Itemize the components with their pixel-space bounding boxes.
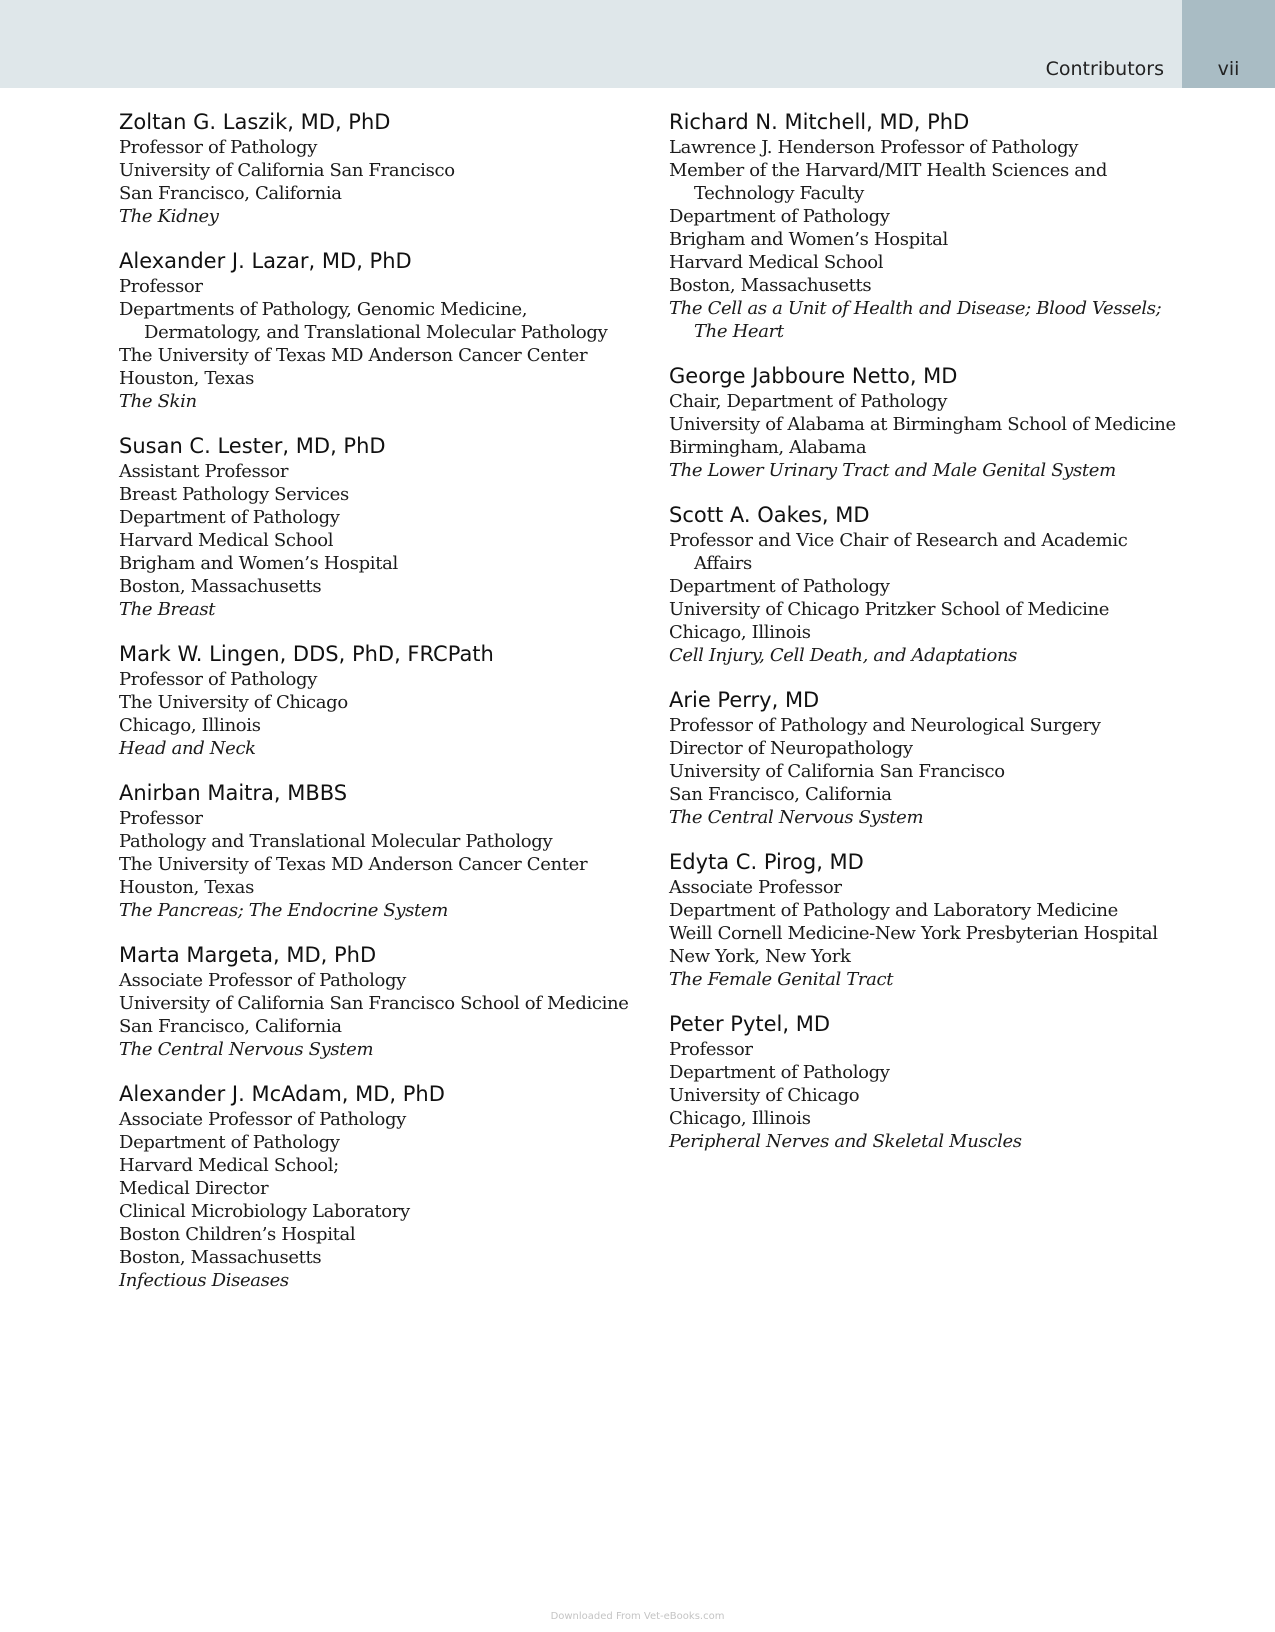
contributor-affiliation-line: Boston, Massachusetts	[119, 576, 322, 597]
contributor-entry	[669, 362, 1179, 482]
contributor-name: Alexander J. McAdam, MD, PhD	[119, 1082, 445, 1106]
contributor-name: Marta Margeta, MD, PhD	[119, 943, 377, 967]
contributor-name: Susan C. Lester, MD, PhD	[119, 434, 386, 458]
contributor-affiliation-line: Professor	[669, 1039, 753, 1060]
contributor-entry	[669, 848, 1179, 991]
contributor-chapter: Head and Neck	[119, 738, 256, 759]
contributor-affiliation-line: University of California San Francisco	[669, 761, 1005, 782]
contributor-chapter: Cell Injury, Cell Death, and Adaptations	[669, 645, 1018, 666]
page-number: vii	[1217, 58, 1240, 80]
contributor-affiliation-line: Departments of Pathology, Genomic Medicine, Dermatology, and Translational Molecular Pathology	[119, 299, 608, 343]
contributor-affiliation-line: New York, New York	[669, 946, 851, 967]
contributor-affiliation-line: Breast Pathology Services	[119, 484, 349, 505]
running-head-section: Contributors	[1045, 58, 1164, 80]
contributor-affiliation-line: Member of the Harvard/MIT Health Sciences and Technology Faculty	[669, 160, 1108, 204]
header-band	[0, 0, 1182, 88]
contributor-affiliation-line: Professor of Pathology and Neurological Surgery	[669, 715, 1101, 736]
contributor-affiliation-line: Department of Pathology	[669, 206, 890, 227]
contributor-name: Arie Perry, MD	[669, 688, 820, 712]
contributor-affiliation-line: Boston Children’s Hospital	[119, 1224, 356, 1245]
contributor-affiliation-line: Houston, Texas	[119, 877, 254, 898]
contributor-entry	[119, 108, 639, 228]
contributor-entry	[119, 432, 639, 621]
contributor-affiliation-line: Brigham and Women’s Hospital	[119, 553, 398, 574]
contributor-affiliation-line: Department of Pathology	[119, 507, 340, 528]
contributor-affiliation-line: Department of Pathology and Laboratory Medicine	[669, 900, 1118, 921]
contributor-name: Scott A. Oakes, MD	[669, 503, 870, 527]
contributor-name: George Jabboure Netto, MD	[669, 364, 958, 388]
contributor-affiliation-line: The University of Chicago	[119, 692, 348, 713]
contributor-affiliation-line: Clinical Microbiology Laboratory	[119, 1201, 410, 1222]
contributor-affiliation-line: Department of Pathology	[669, 1062, 890, 1083]
contributor-affiliation-line: Pathology and Translational Molecular Pathology	[119, 831, 553, 852]
contributor-affiliation-line: San Francisco, California	[119, 1016, 342, 1037]
download-watermark: Downloaded From Vet-eBooks.com	[550, 1611, 725, 1622]
contributor-affiliation-line: Associate Professor of Pathology	[119, 970, 406, 991]
contributor-affiliation-line: Chair, Department of Pathology	[669, 391, 948, 412]
contributor-name: Edyta C. Pirog, MD	[669, 850, 864, 874]
contributor-affiliation-line: University of Chicago Pritzker School of Medicine	[669, 599, 1110, 620]
contributor-chapter: The Central Nervous System	[669, 807, 924, 828]
contributor-affiliation-line: Birmingham, Alabama	[669, 437, 867, 458]
contributor-affiliation-line: Harvard Medical School;	[119, 1155, 339, 1176]
contributor-affiliation-line: Professor	[119, 276, 203, 297]
contributor-affiliation-line: Boston, Massachusetts	[669, 275, 872, 296]
contributor-entry	[669, 501, 1179, 667]
contributors-left-column	[119, 108, 639, 1311]
contributor-entry	[119, 247, 639, 413]
contributor-chapter: The Central Nervous System	[119, 1039, 374, 1060]
contributor-name: Anirban Maitra, MBBS	[119, 781, 348, 805]
contributor-chapter: The Kidney	[119, 206, 219, 227]
contributor-entry	[119, 640, 639, 760]
contributor-affiliation-line: Professor	[119, 808, 203, 829]
contributor-affiliation-line: Professor and Vice Chair of Research and Academic Affairs	[669, 530, 1128, 574]
contributor-affiliation-line: Assistant Professor	[119, 461, 289, 482]
contributor-chapter: The Cell as a Unit of Health and Disease; Blood Vessels; The Heart	[669, 298, 1162, 342]
contributor-name: Alexander J. Lazar, MD, PhD	[119, 249, 412, 273]
contributor-chapter: The Lower Urinary Tract and Male Genital System	[669, 460, 1116, 481]
contributors-right-column	[669, 108, 1179, 1172]
contributor-affiliation-line: Chicago, Illinois	[669, 622, 811, 643]
contributor-chapter: The Female Genital Tract	[669, 969, 894, 990]
contributor-affiliation-line: Medical Director	[119, 1178, 269, 1199]
contributor-affiliation-line: Chicago, Illinois	[119, 715, 261, 736]
contributor-entry	[119, 1080, 639, 1292]
contributor-affiliation-line: Lawrence J. Henderson Professor of Pathology	[669, 137, 1079, 158]
contributor-affiliation-line: University of Chicago	[669, 1085, 860, 1106]
contributor-entry	[669, 1010, 1179, 1153]
contributor-chapter: The Pancreas; The Endocrine System	[119, 900, 448, 921]
contributor-affiliation-line: University of California San Francisco School of Medicine	[119, 993, 629, 1014]
contributor-chapter: Infectious Diseases	[119, 1270, 289, 1291]
contributor-chapter: The Skin	[119, 391, 197, 412]
contributor-affiliation-line: University of California San Francisco	[119, 160, 455, 181]
contributor-affiliation-line: Weill Cornell Medicine-New York Presbyterian Hospital	[669, 923, 1158, 944]
contributor-entry	[669, 108, 1179, 343]
contributor-affiliation-line: San Francisco, California	[669, 784, 892, 805]
contributor-affiliation-line: The University of Texas MD Anderson Cancer Center	[119, 345, 588, 366]
contributor-affiliation-line: Houston, Texas	[119, 368, 254, 389]
contributor-affiliation-line: Director of Neuropathology	[669, 738, 913, 759]
contributor-affiliation-line: Boston, Massachusetts	[119, 1247, 322, 1268]
contributor-affiliation-line: Department of Pathology	[119, 1132, 340, 1153]
contributor-affiliation-line: Chicago, Illinois	[669, 1108, 811, 1129]
contributor-chapter: Peripheral Nerves and Skeletal Muscles	[669, 1131, 1022, 1152]
contributor-affiliation-line: Associate Professor of Pathology	[119, 1109, 406, 1130]
contributor-affiliation-line: Associate Professor	[669, 877, 842, 898]
contributor-chapter: The Breast	[119, 599, 216, 620]
contributor-affiliation-line: Department of Pathology	[669, 576, 890, 597]
contributor-entry	[119, 779, 639, 922]
contributor-name: Richard N. Mitchell, MD, PhD	[669, 110, 970, 134]
contributor-affiliation-line: University of Alabama at Birmingham School of Medicine	[669, 414, 1176, 435]
contributor-affiliation-line: The University of Texas MD Anderson Cancer Center	[119, 854, 588, 875]
contributor-affiliation-line: Professor of Pathology	[119, 137, 318, 158]
contributor-name: Mark W. Lingen, DDS, PhD, FRCPath	[119, 642, 494, 666]
contributor-affiliation-line: Professor of Pathology	[119, 669, 318, 690]
contributor-affiliation-line: Brigham and Women’s Hospital	[669, 229, 948, 250]
contributor-entry	[119, 941, 639, 1061]
contributor-entry	[669, 686, 1179, 829]
contributor-affiliation-line: Harvard Medical School	[669, 252, 884, 273]
contributor-name: Zoltan G. Laszik, MD, PhD	[119, 110, 391, 134]
contributor-name: Peter Pytel, MD	[669, 1012, 831, 1036]
contributor-affiliation-line: San Francisco, California	[119, 183, 342, 204]
contributor-affiliation-line: Harvard Medical School	[119, 530, 334, 551]
